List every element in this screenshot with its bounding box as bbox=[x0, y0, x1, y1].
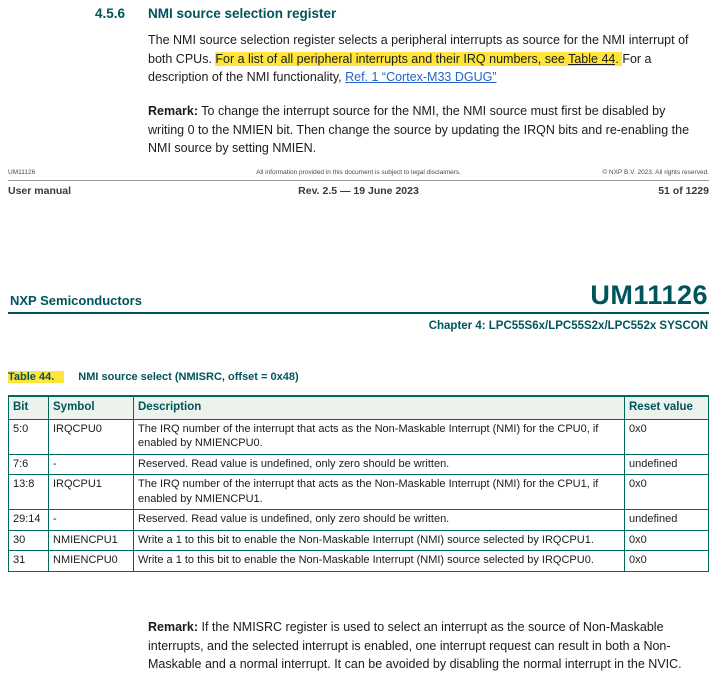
table-row bbox=[9, 419, 709, 454]
footer-divider bbox=[8, 180, 709, 181]
page-footer-main bbox=[8, 185, 709, 197]
table-cell: Write a 1 to this bit to enable the Non-Maskable Interrupt (NMI) source selected by IRQCPU1. bbox=[134, 530, 625, 551]
table-cell: 0x0 bbox=[625, 551, 709, 572]
footer-page-number: 51 of 1229 bbox=[658, 185, 709, 197]
table-header-cell: Description bbox=[134, 396, 625, 419]
body-paragraph bbox=[148, 31, 697, 87]
table-caption-label: Table 44. bbox=[8, 371, 64, 383]
header-divider bbox=[8, 312, 709, 314]
table-caption bbox=[8, 371, 299, 383]
page-header bbox=[10, 277, 708, 311]
footer-doc-id: UM11126 bbox=[8, 169, 36, 176]
table-cell: - bbox=[49, 510, 134, 531]
table-cell: IRQCPU1 bbox=[49, 475, 134, 510]
remark-paragraph bbox=[148, 618, 697, 674]
paragraph-text: For a description of the NMI functionality, bbox=[148, 51, 652, 84]
remark-paragraph bbox=[148, 102, 697, 158]
highlighted-text: For a list of all peripheral interrupts and their IRQ numbers, see bbox=[215, 51, 569, 66]
table-cell: Reserved. Read value is undefined, only zero should be written. bbox=[134, 454, 625, 475]
table-cell: 5:0 bbox=[9, 419, 49, 454]
document-id: UM11126 bbox=[590, 280, 708, 310]
table-row bbox=[9, 551, 709, 572]
remark-label: Remark: bbox=[148, 104, 199, 118]
table-cell: Reserved. Read value is undefined, only zero should be written. bbox=[134, 510, 625, 531]
section-number: 4.5.6 bbox=[95, 6, 126, 21]
table-cell: Write a 1 to this bit to enable the Non-Maskable Interrupt (NMI) source selected by IRQCPU0. bbox=[134, 551, 625, 572]
table-cell: NMIENCPU0 bbox=[49, 551, 134, 572]
highlighted-period: . bbox=[615, 51, 623, 66]
table-cell: - bbox=[49, 454, 134, 475]
footer-revision: Rev. 2.5 — 19 June 2023 bbox=[298, 185, 419, 197]
table-cell: 0x0 bbox=[625, 530, 709, 551]
table-cell: 0x0 bbox=[625, 475, 709, 510]
table-cell: undefined bbox=[625, 510, 709, 531]
chapter-title: Chapter 4: LPC55S6x/LPC55S2x/LPC552x SYSCON bbox=[428, 320, 708, 332]
footer-disclaimer: All information provided in this document is subject to legal disclaimers. bbox=[256, 169, 461, 176]
table-caption-title: NMI source select (NMISRC, offset = 0x48) bbox=[78, 371, 299, 383]
remark-text: To change the interrupt source for the NMI, the NMI source must first be disabled by writing 0 to the NMIEN bit. Then change the source by updating the IRQN bits and re-enabling the NMI source by setting NMIEN. bbox=[148, 104, 690, 155]
table-header-row bbox=[9, 396, 709, 419]
ref-1-cortex-m33-dgug-link[interactable]: Ref. 1 “Cortex-M33 DGUG” bbox=[345, 70, 497, 84]
paragraph-text: The NMI source selection register selects a peripheral interrupts as source for the NMI interrupt of both CPUs. bbox=[148, 33, 689, 66]
table-cell: IRQCPU0 bbox=[49, 419, 134, 454]
table-row bbox=[9, 510, 709, 531]
remark-label: Remark: bbox=[148, 620, 199, 634]
table-cell: undefined bbox=[625, 454, 709, 475]
table-row bbox=[9, 454, 709, 475]
table-cell: 29:14 bbox=[9, 510, 49, 531]
table-cell: 30 bbox=[9, 530, 49, 551]
table-cell: 31 bbox=[9, 551, 49, 572]
footer-doc-type: User manual bbox=[8, 185, 72, 197]
table-cell: The IRQ number of the interrupt that acts as the Non-Maskable Interrupt (NMI) for the CPU1, if enabled by NMIENCPU1. bbox=[134, 475, 625, 510]
section-title: NMI source selection register bbox=[148, 6, 337, 21]
table-cell: 0x0 bbox=[625, 419, 709, 454]
table-header-cell: Reset value bbox=[625, 396, 709, 419]
table-cell: NMIENCPU1 bbox=[49, 530, 134, 551]
table-row bbox=[9, 530, 709, 551]
table-row bbox=[9, 475, 709, 510]
table-cell: 13:8 bbox=[9, 475, 49, 510]
register-bit-table bbox=[8, 395, 709, 572]
table-cell: 7:6 bbox=[9, 454, 49, 475]
footer-copyright: © NXP B.V. 2023. All rights reserved. bbox=[602, 169, 709, 176]
table-header-cell: Bit bbox=[9, 396, 49, 419]
table-44-crossref-link[interactable]: Table 44 bbox=[568, 51, 616, 66]
vendor-name: NXP Semiconductors bbox=[10, 293, 142, 308]
table-header-cell: Symbol bbox=[49, 396, 134, 419]
page-footer-meta bbox=[8, 169, 709, 176]
table-cell: The IRQ number of the interrupt that acts as the Non-Maskable Interrupt (NMI) for the CPU0, if enabled by NMIENCPU0. bbox=[134, 419, 625, 454]
remark-text: If the NMISRC register is used to select an interrupt as the source of Non-Maskable interrupts, and the selected interrupt is enabled, one interrupt request can result in both a Non-Maskable and a normal interrupt. It can be avoided by disabling the normal interrupt in the NVIC. bbox=[148, 620, 682, 671]
